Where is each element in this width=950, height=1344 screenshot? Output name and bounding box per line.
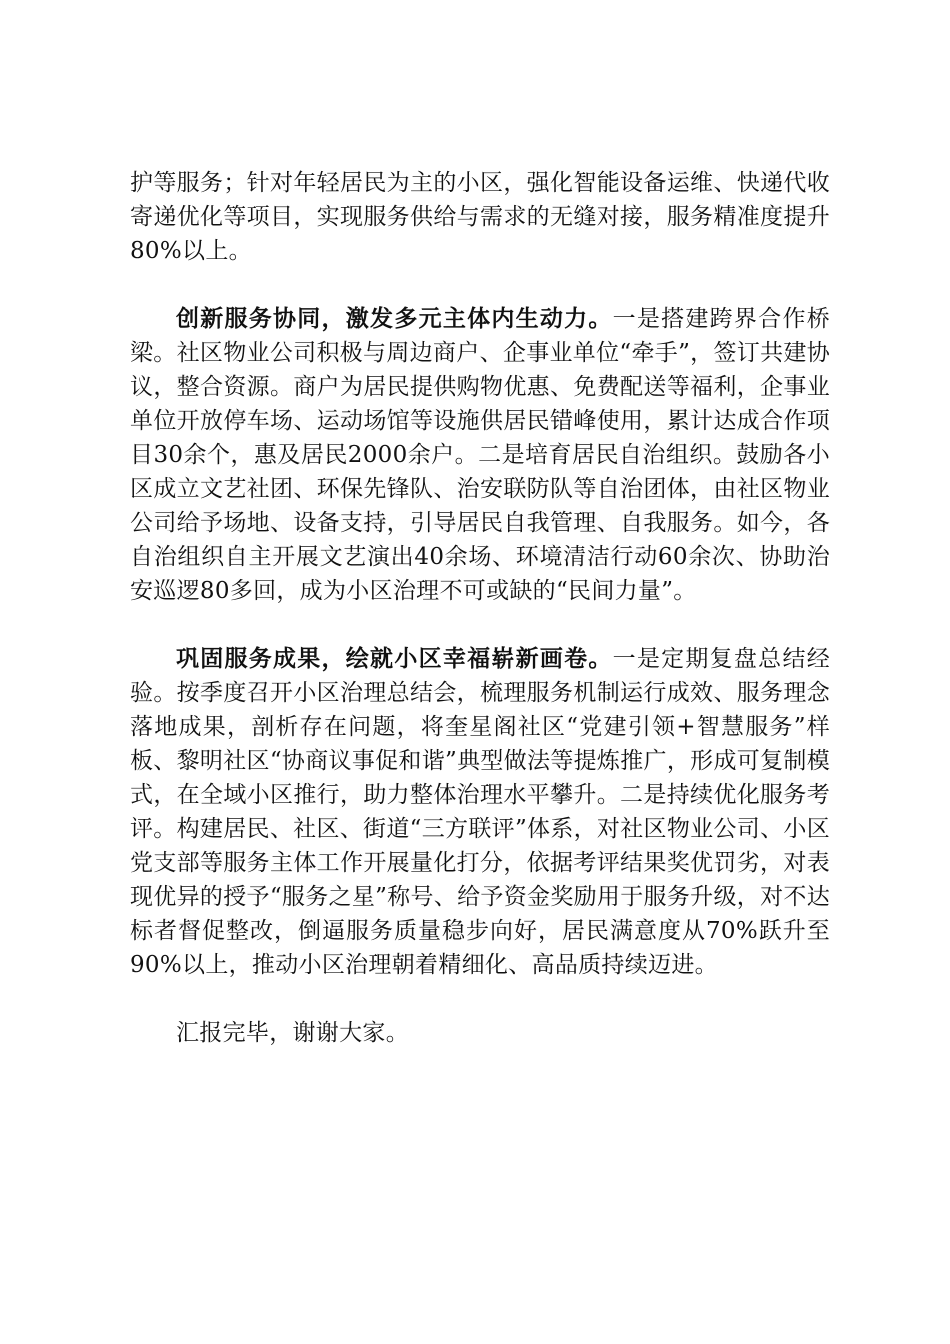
- paragraph-service-coordination: [130, 302, 830, 608]
- paragraph-closing: [130, 1016, 830, 1050]
- paragraph-consolidate-results: [130, 642, 830, 982]
- paragraph-text: 一是搭建跨界合作桥梁。社区物业公司积极与周边商户、企事业单位“牵手”，签订共建协议，整合资源。商户为居民提供购物优惠、免费配送等福利，企事业单位开放停车场、运动场馆等设施供居民错峰使用，累计达成合作项目30余个，惠及居民2000余户。二是培育居民自治组织。鼓励各小区成立文艺社团、环保先锋队、治安联防队等自治团体，由社区物业公司给予场地、设备支持，引导居民自我管理、自我服务。如今，各自治组织自主开展文艺演出40余场、环境清洁行动60余次、协助治安巡逻80多回，成为小区治理不可或缺的“民间力量”。: [130, 306, 830, 604]
- paragraph-heading: 创新服务协同，激发多元主体内生动力。: [176, 305, 613, 332]
- document-page: [130, 166, 830, 1084]
- paragraph-text: 汇报完毕，谢谢大家。: [176, 1020, 409, 1046]
- paragraph-text: 一是定期复盘总结经验。按季度召开小区治理总结会，梳理服务机制运行成效、服务理念落地成果，剖析存在问题，将奎星阁社区“党建引领+智慧服务”样板、黎明社区“协商议事促和谐”典型做法等提炼推广，形成可复制模式，在全域小区推行，助力整体治理水平攀升。二是持续优化服务考评。构建居民、社区、街道“三方联评”体系，对社区物业公司、小区党支部等服务主体工作开展量化打分，依据考评结果奖优罚劣，对表现优异的授予“服务之星”称号、给予资金奖励用于服务升级，对不达标者督促整改，倒逼服务质量稳步向好，居民满意度从70%跃升至90%以上，推动小区治理朝着精细化、高品质持续迈进。: [130, 646, 830, 978]
- paragraph-continuation: [130, 166, 830, 268]
- paragraph-heading: 巩固服务成果，绘就小区幸福崭新画卷。: [176, 645, 613, 672]
- paragraph-text: 护等服务；针对年轻居民为主的小区，强化智能设备运维、快递代收寄递优化等项目，实现服务供给与需求的无缝对接，服务精准度提升80%以上。: [130, 170, 830, 264]
